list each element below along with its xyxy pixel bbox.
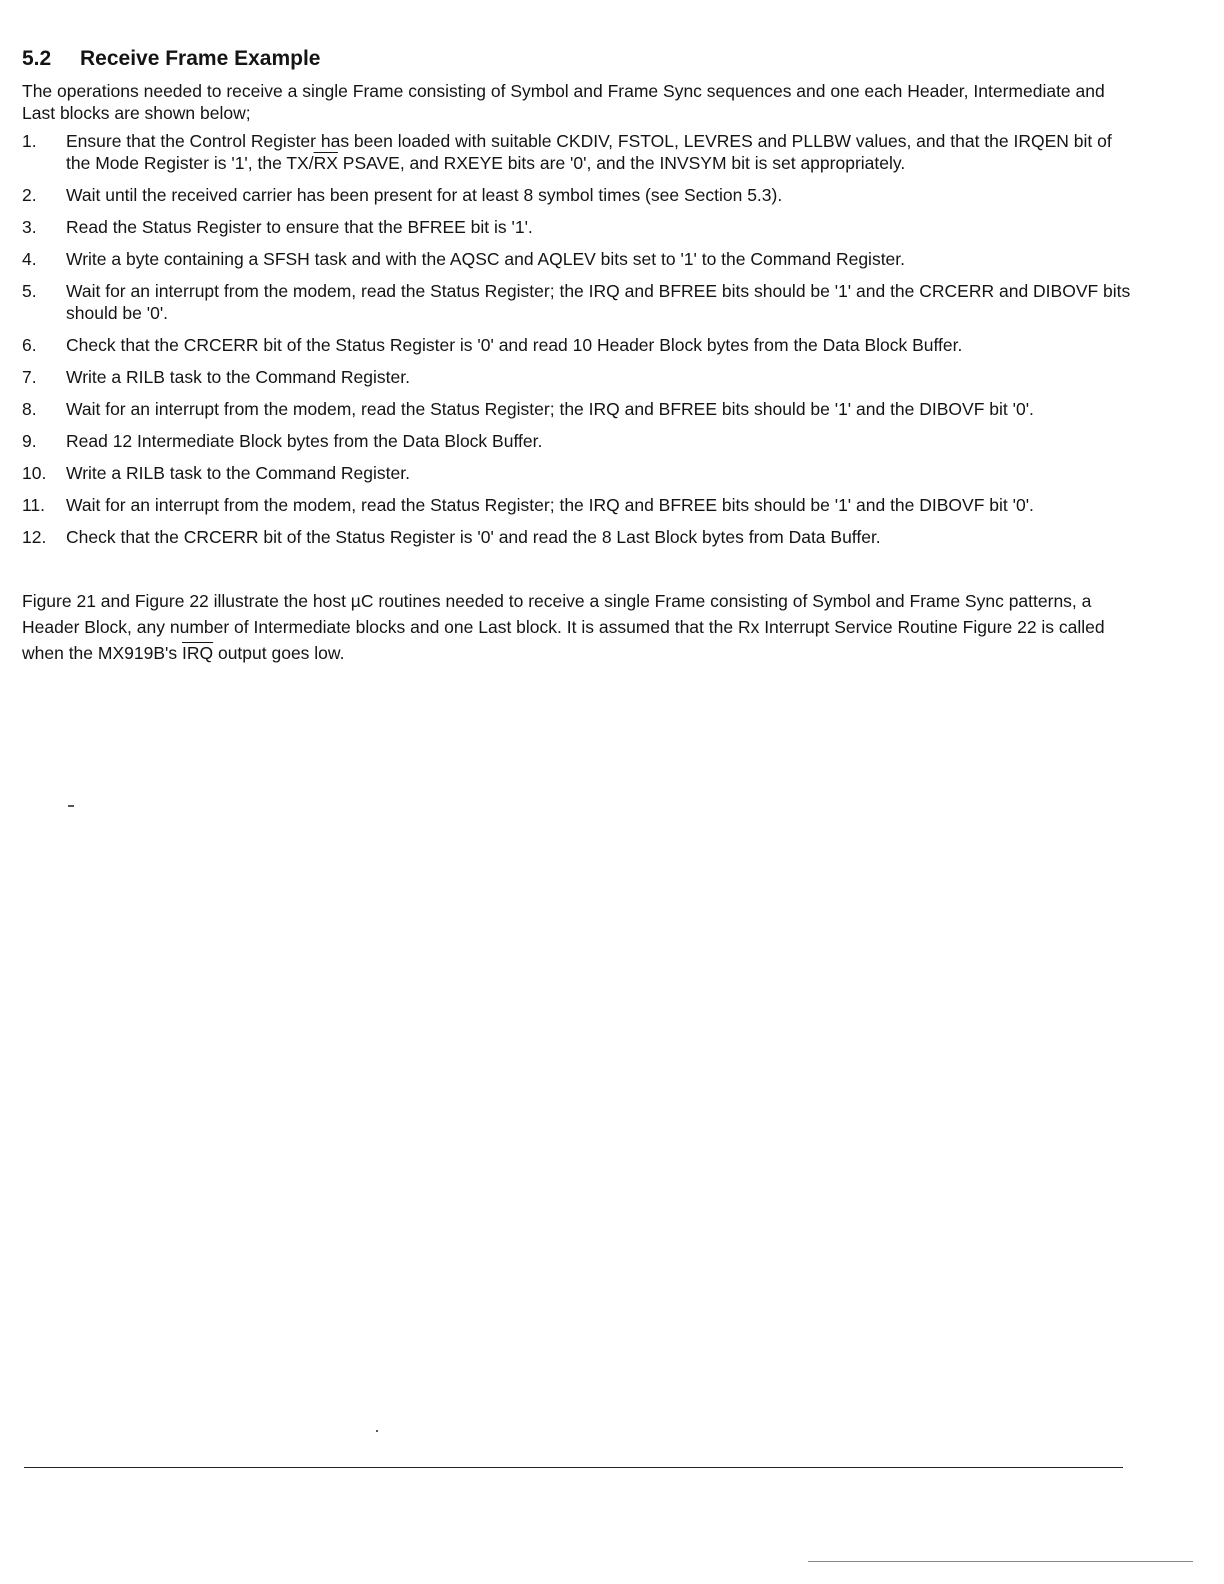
overlined-text: $\overline{RX}$ bbox=[313, 153, 338, 173]
step-text: Wait for an interrupt from the modem, read the Status Register; the IRQ and BFREE bits should be '1' and the DIBOVF bit '0'. bbox=[66, 399, 1034, 419]
scan-speck bbox=[376, 1430, 378, 1432]
step-number: 11. bbox=[22, 495, 46, 515]
step-text: Write a byte containing a SFSH task and with the AQSC and AQLEV bits set to '1' to the Command Register. bbox=[66, 249, 906, 269]
step-text: Wait until the received carrier has been present for at least 8 symbol times (see Section 5.3). bbox=[66, 185, 783, 205]
list-item bbox=[22, 430, 1132, 452]
step-text: Wait for an interrupt from the modem, read the Status Register; the IRQ and BFREE bits should be '1' and the DIBOVF bit '0'. bbox=[66, 495, 1034, 515]
list-item bbox=[22, 462, 1132, 484]
section-number: 5.2 bbox=[22, 47, 52, 70]
step-number: 2. bbox=[22, 185, 37, 205]
list-item bbox=[22, 398, 1132, 420]
step-number: 9. bbox=[22, 431, 37, 451]
steps-list bbox=[22, 130, 1132, 548]
list-item bbox=[22, 248, 1132, 270]
page-edge-line bbox=[808, 1561, 1193, 1562]
section-title: Receive Frame Example bbox=[80, 47, 321, 70]
scan-speck bbox=[68, 805, 74, 807]
step-text: Read the Status Register to ensure that the BFREE bit is '1'. bbox=[66, 217, 533, 237]
step-text: Check that the CRCERR bit of the Status Register is '0' and read 10 Header Block bytes from the Data Block Buffer. bbox=[66, 335, 963, 355]
document-page bbox=[22, 44, 1132, 666]
step-number: 12. bbox=[22, 527, 47, 547]
step-number: 5. bbox=[22, 281, 37, 301]
step-text: Read 12 Intermediate Block bytes from the Data Block Buffer. bbox=[66, 431, 543, 451]
list-item bbox=[22, 526, 1132, 548]
overlined-text: $\overline{IRQ}$ bbox=[181, 643, 214, 663]
step-number: 10. bbox=[22, 463, 47, 483]
section-heading bbox=[22, 44, 1132, 74]
step-number: 4. bbox=[22, 249, 37, 269]
step-text: Wait for an interrupt from the modem, read the Status Register; the IRQ and BFREE bits should be '1' and the CRCERR and DIBOVF bits should be '0'. bbox=[66, 281, 1131, 323]
list-item bbox=[22, 280, 1132, 324]
step-text: Check that the CRCERR bit of the Status Register is '0' and read the 8 Last Block bytes from Data Buffer. bbox=[66, 527, 881, 547]
step-number: 3. bbox=[22, 217, 37, 237]
figure-paragraph: Figure 21 and Figure 22 illustrate the host µC routines needed to receive a single Frame consisting of Symbol and Frame Sync patterns, a Header Block, any number of Intermediate blocks and one Last block. It is assumed that the Rx Interrupt Service Routine Figure 22 is called when the MX919B's $\overline{IRQ}$ output goes low. bbox=[22, 591, 1105, 663]
list-item bbox=[22, 334, 1132, 356]
step-number: 6. bbox=[22, 335, 37, 355]
step-number: 1. bbox=[22, 131, 37, 151]
step-text: Write a RILB task to the Command Register. bbox=[66, 367, 410, 387]
list-item bbox=[22, 494, 1132, 516]
intro-paragraph: The operations needed to receive a single Frame consisting of Symbol and Frame Sync sequences and one each Header, Intermediate and Last blocks are shown below; bbox=[22, 81, 1105, 123]
list-item bbox=[22, 184, 1132, 206]
list-item bbox=[22, 216, 1132, 238]
step-number: 8. bbox=[22, 399, 37, 419]
step-text: Write a RILB task to the Command Register. bbox=[66, 463, 410, 483]
footer-rule bbox=[24, 1467, 1123, 1468]
list-item: 1. Ensure that the Control Register has been loaded with suitable CKDIV, FSTOL, LEVRES and PLLBW values, and that the IRQEN bit of the Mode Register is '1', the $TX/\overline{RX}$ PSAVE, and RXEYE bits are '0', and the INVSYM bit is set appropriately. bbox=[22, 131, 1112, 173]
list-item bbox=[22, 366, 1132, 388]
step-number: 7. bbox=[22, 367, 37, 387]
